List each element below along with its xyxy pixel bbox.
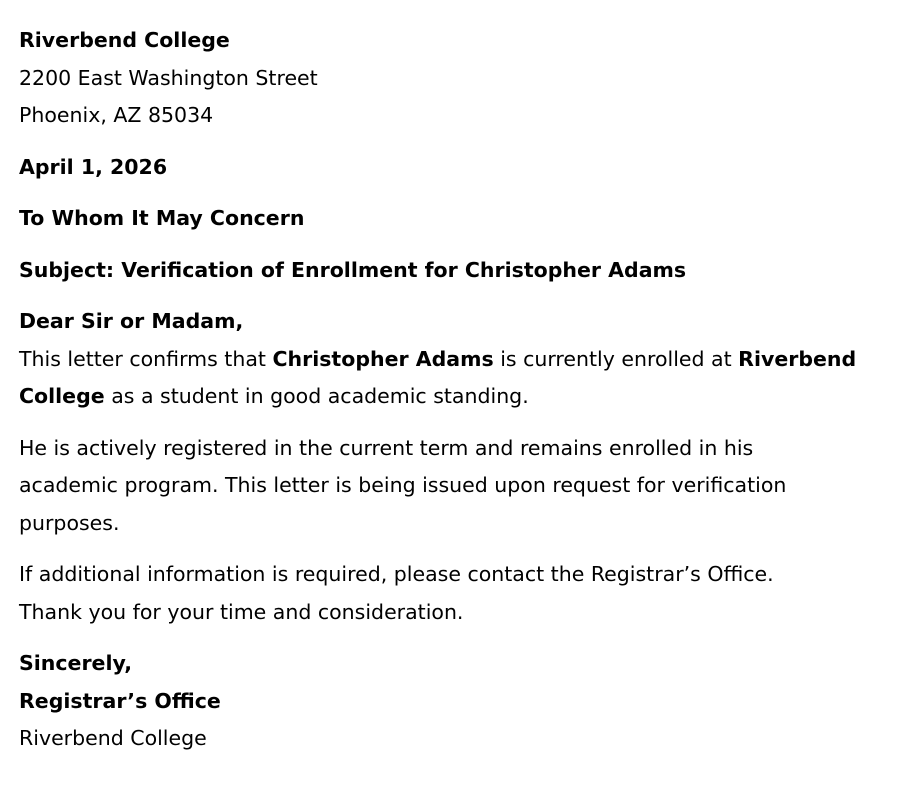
sender-address-line1: 2200 East Washington Street xyxy=(19,65,318,90)
body-p1-text-3: as a student in good academic standing. xyxy=(104,384,529,408)
valediction: Sincerely, xyxy=(19,651,133,675)
subject-line: Subject: Verification of Enrollment for Christopher Adams xyxy=(19,257,687,282)
signatory-office: Registrar’s Office xyxy=(19,688,221,713)
body-p2-line1: He is actively registered in the current term and remains enrolled in his xyxy=(19,435,754,460)
recipient-line: To Whom It May Concern xyxy=(19,206,305,230)
student-name: Christopher Adams xyxy=(272,346,494,371)
body-p2-line3: purposes. xyxy=(19,510,120,535)
body-p3-line1: If additional information is required, please contact the Registrar’s Office. xyxy=(19,562,774,586)
body-paragraph-1 xyxy=(19,341,879,416)
body-p1-text-1: This letter confirms that xyxy=(19,346,273,371)
body-p1-text-2: is currently enrolled at xyxy=(493,346,739,371)
salutation: Dear Sir or Madam, xyxy=(19,309,244,333)
sender-address-block xyxy=(19,22,900,135)
closing-block xyxy=(19,645,900,758)
body-p3-line2: Thank you for your time and consideration. xyxy=(19,599,464,624)
body-p2-line2: academic program. This letter is being issued upon request for verification xyxy=(19,473,787,497)
letter-date: April 1, 2026 xyxy=(19,154,168,179)
sender-name: Riverbend College xyxy=(19,28,230,52)
signatory-institution: Riverbend College xyxy=(19,726,207,750)
college-name: Riverbend College xyxy=(19,346,857,408)
body-paragraph-2 xyxy=(19,430,900,543)
body-paragraph-3 xyxy=(19,556,900,631)
sender-address-line2: Phoenix, AZ 85034 xyxy=(19,103,214,127)
